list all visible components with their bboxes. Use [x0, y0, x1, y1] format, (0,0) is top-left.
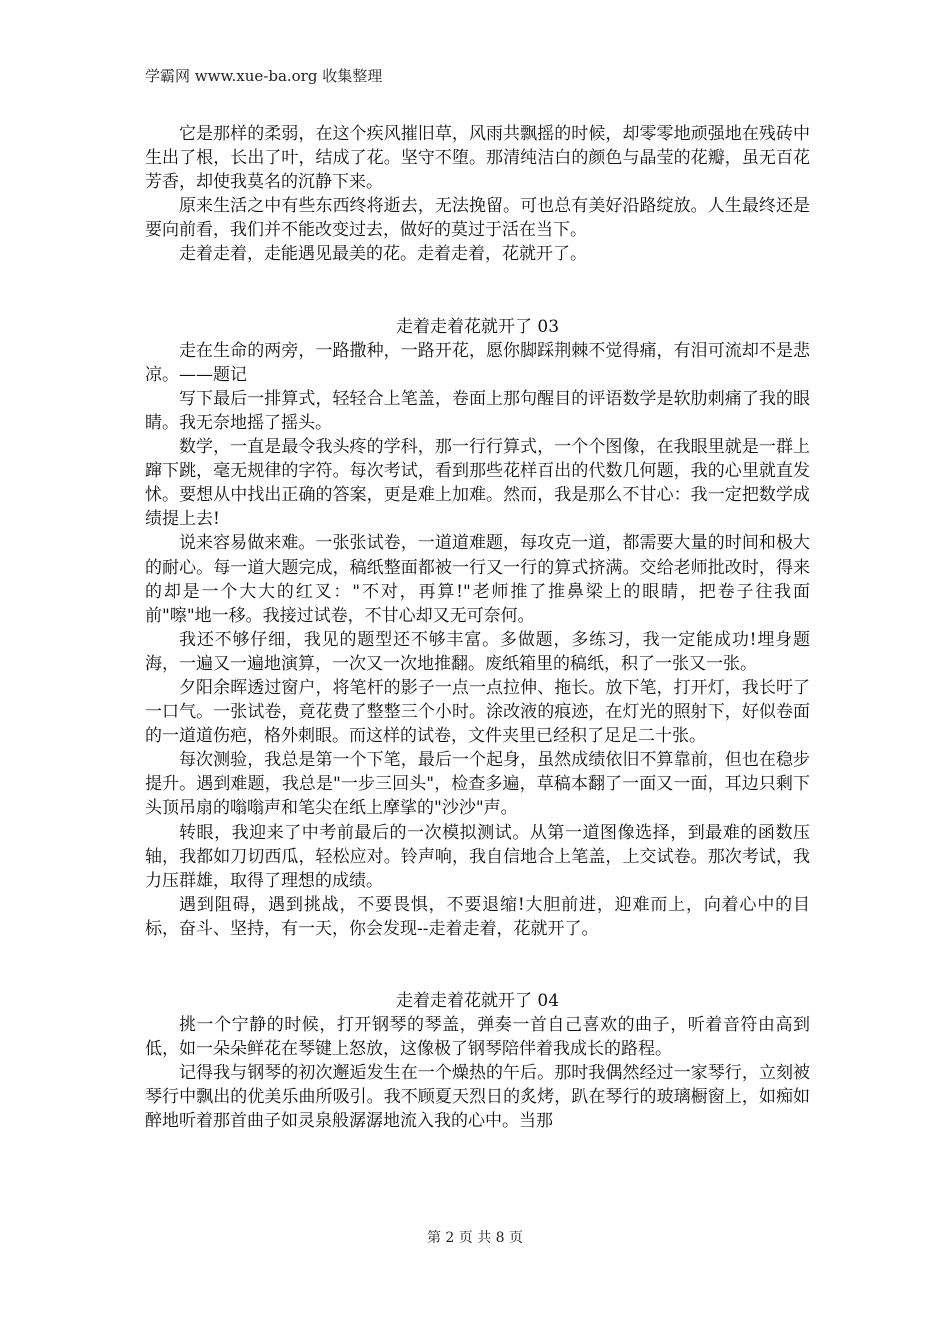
document-body	[145, 122, 810, 1134]
paragraph: 原来生活之中有些东西终将逝去，无法挽留。可也总有美好沿路绽放。人生最终还是要向前看，我们并不能改变过去，做好的莫过于活在当下。	[145, 196, 810, 241]
paragraph: 数学，一直是最令我头疼的学科，那一行行算式，一个个图像，在我眼里就是一群上蹿下跳，毫无规律的字符。每次考试，看到那些花样百出的代数几何题，我的心里就直发怵。要想从中找出正确的答案，更是难上加难。然而，我是那么不甘心：我一定把数学成绩提上去!	[145, 437, 810, 530]
paragraph: 它是那样的柔弱，在这个疾风摧旧草，风雨共飘摇的时候，却零零地顽强地在残砖中生出了根，长出了叶，结成了花。坚守不堕。那清纯洁白的颜色与晶莹的花瓣，虽无百花芳香，却使我莫名的沉静下来。	[145, 124, 810, 193]
section-2	[145, 315, 810, 941]
section-gap	[145, 267, 810, 315]
paragraph: 每次测验，我总是第一个下笔，最后一个起身，虽然成绩依旧不算靠前，但也在稳步提升。遇到难题，我总是"一步三回头"，检查多遍，草稿本翻了一面又一面，耳边只剩下头顶吊扇的嗡嗡声和笔尖在纸上摩挲的"沙沙"声。	[145, 750, 810, 819]
section-3	[145, 989, 810, 1134]
paragraph: 说来容易做来难。一张张试卷，一道道难题，每攻克一道，都需要大量的时间和极大的耐心。每一道大题完成，稿纸整面都被一行又一行的算式挤满。交给老师批改时，得来的却是一个大大的红叉："不对，再算!"老师推了推鼻梁上的眼睛，把卷子往我面前"嚓"地一移。我接过试卷，不甘心却又无可奈何。	[145, 533, 810, 626]
paragraph: 走着走着，走能遇见最美的花。走着走着，花就开了。	[179, 244, 587, 265]
paragraph: 走在生命的两旁，一路撒种，一路开花，愿你脚踩荆棘不觉得痛，有泪可流却不是悲凉。——题记	[145, 340, 810, 385]
paragraph: 写下最后一排算式，轻轻合上笔盖，卷面上那句醒目的评语数学是软肋刺痛了我的眼睛。我无奈地摇了摇头。	[145, 388, 810, 433]
section-title: 走着走着花就开了 03	[395, 316, 560, 337]
paragraph: 遇到阻碍，遇到挑战，不要畏惧，不要退缩!大胆前进，迎难而上，向着心中的目标，奋斗、坚持，有一天，你会发现--走着走着，花就开了。	[145, 894, 810, 939]
paragraph: 挑一个宁静的时候，打开钢琴的琴盖，弹奏一首自己喜欢的曲子，听着音符由高到低，如一朵朵鲜花在琴键上怒放，这像极了钢琴陪伴着我成长的路程。	[145, 1015, 810, 1060]
section-gap	[145, 941, 810, 989]
page-header: 学霸网 www.xue-ba.org 收集整理	[145, 67, 383, 85]
paragraph: 我还不够仔细，我见的题型还不够丰富。多做题，多练习，我一定能成功!埋身题海，一遍又一遍地演算，一次又一次地推翻。废纸箱里的稿纸，积了一张又一张。	[145, 629, 810, 674]
section-title: 走着走着花就开了 04	[395, 991, 560, 1011]
paragraph: 转眼，我迎来了中考前最后的一次模拟测试。从第一道图像选择，到最难的函数压轴，我都如刀切西瓜，轻松应对。铃声响，我自信地合上笔盖，上交试卷。那次考试，我力压群雄，取得了理想的成绩。	[145, 822, 810, 891]
paragraph: 夕阳余晖透过窗户，将笔杆的影子一点一点拉伸、拖长。放下笔，打开灯，我长吁了一口气。一张试卷，竟花费了整整三个小时。涂改液的痕迹，在灯光的照射下，好似卷面的一道道伤疤，格外刺眼。而这样的试卷，文件夹里已经积了足足二十张。	[145, 677, 810, 747]
page-footer: 第 2 页 共 8 页	[426, 1230, 524, 1246]
section-1	[145, 122, 810, 267]
paragraph: 记得我与钢琴的初次邂逅发生在一个燥热的午后。那时我偶然经过一家琴行，立刻被琴行中飘出的优美乐曲所吸引。我不顾夏天烈日的炙烤，趴在琴行的玻璃橱窗上，如痴如醉地听着那首曲子如灵泉般潺潺地流入我的心中。当那	[145, 1063, 810, 1132]
